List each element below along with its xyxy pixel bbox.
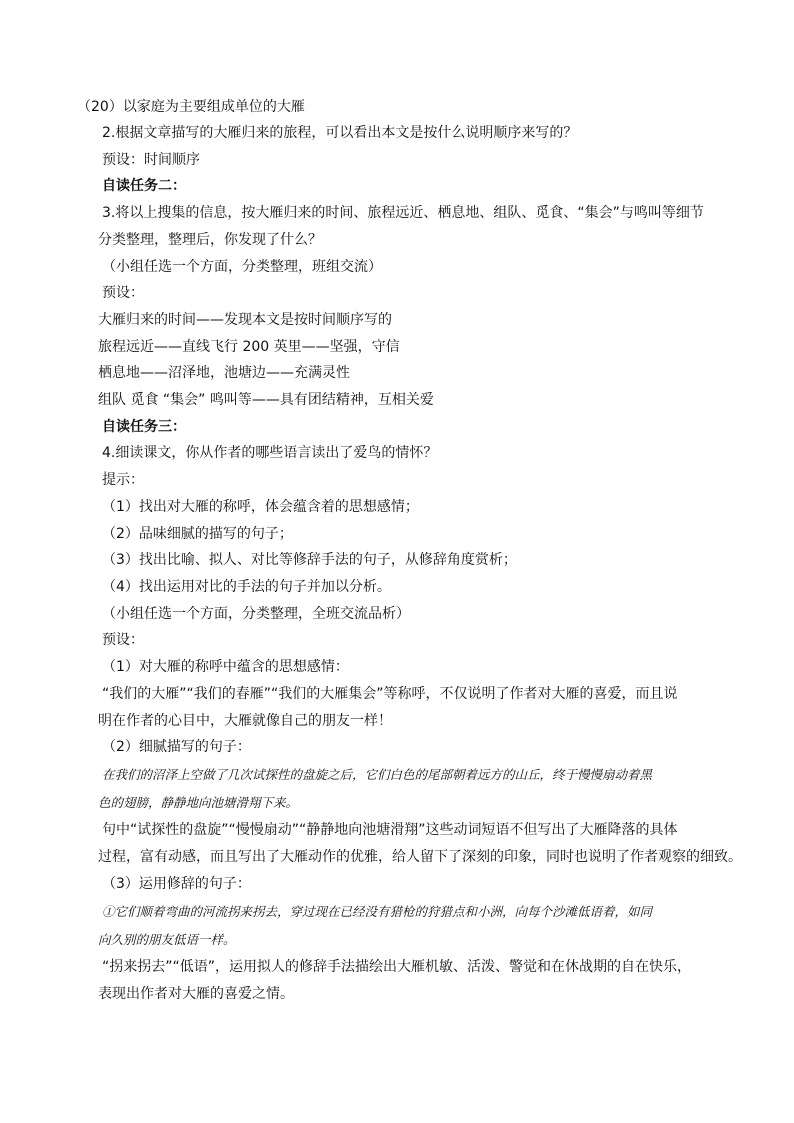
text-line: 表现出作者对大雁的喜爱之情。 — [98, 986, 294, 1002]
question-2: 2.根据文章描写的大雁归来的旅程，可以看出本文是按什么说明顺序来写的？ — [102, 125, 578, 141]
text-line: 预设：时间顺序 — [102, 152, 200, 168]
text-line: 提示： — [102, 472, 144, 488]
text-line: 旅程远近——直线飞行 200 英里——坚强，守信 — [98, 339, 400, 355]
text-line: 栖息地——沼泽地，池塘边——充满灵性 — [98, 365, 350, 381]
text-line: 大雁归来的时间——发现本文是按时间顺序写的 — [98, 312, 392, 328]
text-line: （1）对大雁的称呼中蕴含的思想感情： — [102, 659, 349, 675]
quote-line: 在我们的沼泽上空做了几次试探性的盘旋之后，它们白色的尾部朝着远方的山丘，终于慢慢扇动着黑 — [102, 767, 653, 782]
text-line: 明在作者的心目中，大雁就像自己的朋友一样！ — [98, 713, 392, 729]
text-line: 过程，富有动感，而且写出了大雁动作的优雅，给人留下了深刻的印象，同时也说明了作者观察的细致。 — [98, 849, 742, 865]
text-line: “拐来拐去”“低语”，运用拟人的修辞手法描绘出大雁机敏、活泼、警觉和在休战期的自在快乐， — [102, 959, 692, 975]
text-line: （2）细腻描写的句子： — [102, 739, 251, 755]
question-3: 3.将以上搜集的信息，按大雁归来的时间、旅程远近、栖息地、组队、觅食、“集会”与鸣叫等细节 — [102, 205, 704, 221]
text-line: （小组任选一个方面，分类整理，班组交流） — [102, 259, 382, 275]
text-line: （4）找出运用对比的手法的句子并加以分析。 — [102, 579, 391, 595]
text-line: 预设： — [102, 285, 144, 301]
text-line: （20）以家庭为主要组成单位的大雁 — [77, 99, 305, 115]
text-line: 组队 觅食 “集会” 鸣叫等——具有团结精神，互相关爱 — [98, 392, 434, 408]
text-line: 分类整理，整理后，你发现了什么？ — [98, 232, 322, 248]
text-line: （3）找出比喻、拟人、对比等修辞手法的句子，从修辞角度赏析； — [102, 552, 517, 568]
text-line: （小组任选一个方面，分类整理，全班交流品析） — [102, 606, 410, 622]
text-line: （2）品味细腻的描写的句子； — [102, 526, 293, 542]
quote-line: 色的翅膀，静静地向池塘滑翔下来。 — [98, 795, 299, 810]
text-line: 预设： — [102, 632, 144, 648]
quote-line: 向久别的朋友低语一样。 — [98, 932, 236, 947]
text-line: “我们的大雁”“我们的春雁”“我们的大雁集会”等称呼，不仅说明了作者对大雁的喜爱，而且说 — [102, 686, 678, 702]
quote-line: ①它们顺着弯曲的河流拐来拐去，穿过现在已经没有猎枪的狩猎点和小洲，向每个沙滩低语着，如同 — [102, 904, 653, 919]
section-heading: 自读任务三： — [102, 419, 186, 435]
text-line: 句中“试探性的盘旋”“慢慢扇动”“静静地向池塘滑翔”这些动词短语不但写出了大雁降落的具体 — [102, 822, 678, 838]
section-heading: 自读任务二： — [102, 178, 186, 194]
question-4: 4.细读课文，你从作者的哪些语言读出了爱鸟的情怀？ — [102, 445, 438, 461]
text-line: （1）找出对大雁的称呼，体会蕴含着的思想感情； — [102, 499, 419, 515]
text-line: （3）运用修辞的句子： — [102, 876, 251, 892]
